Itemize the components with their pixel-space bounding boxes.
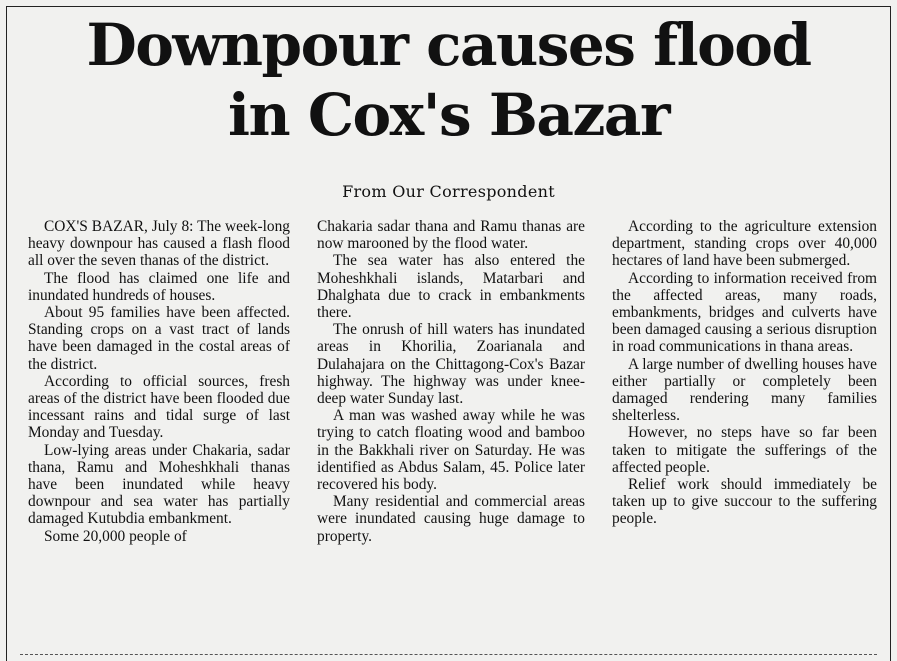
paragraph: Low-lying areas under Chakaria, sadar thana, Ramu and Moheshkhali thanas have been inundated while heavy downpour and sea water has partially damaged Kutubdia embankment.	[28, 441, 290, 528]
paragraph: Some 20,000 people of	[44, 527, 187, 545]
bottom-rule	[20, 654, 877, 657]
paragraph: According to information received from the affected areas, many roads, embankments, bridges and culverts have been damaged causing a serious disruption in road communications in thana areas.	[612, 269, 877, 356]
paragraph: However, no steps have so far been taken to mitigate the sufferings of the affected people.	[612, 424, 877, 476]
column-3	[612, 218, 877, 528]
paragraph: The onrush of hill waters has inundated areas in Khorilia, Zoarianala and Dulahajara on the Chittagong-Cox's Bazar highway. The highway was under knee-deep water Sunday last.	[317, 321, 585, 408]
headline	[0, 10, 897, 150]
paragraph: COX'S BAZAR, July 8: The week-long heavy downpour has caused a flash flood all over the seven thanas of the district.	[28, 218, 290, 270]
column-2	[317, 218, 585, 545]
headline-line-2: in Cox's Bazar	[227, 81, 670, 149]
paragraph: The flood has claimed one life and inundated hundreds of houses.	[28, 269, 290, 304]
column-1	[28, 218, 290, 545]
frame-top-rule	[6, 6, 891, 7]
paragraph: A large number of dwelling houses have either partially or completely been damaged rendering many families shelterless.	[612, 355, 877, 425]
headline-line-1: Downpour causes flood	[86, 11, 811, 79]
byline: From Our Correspondent	[342, 182, 555, 201]
paragraph: About 95 families have been affected. Standing crops on a vast tract of lands have been damaged in the costal areas of the district.	[28, 304, 290, 373]
paragraph: Many residential and commercial areas were inundated causing huge damage to property.	[317, 493, 585, 545]
paragraph: According to the agriculture extension department, standing crops over 40,000 hectares of land have been submerged.	[612, 218, 877, 270]
paragraph: Relief work should immediately be taken up to give succour to the suffering people.	[612, 476, 877, 528]
paragraph: According to official sources, fresh areas of the district have been flooded due incessant rains and tidal surge of last Monday and Tuesday.	[28, 372, 290, 442]
paragraph: The sea water has also entered the Moheshkhali islands, Matarbari and Dhalghata due to crack in embankments there.	[317, 252, 585, 322]
paragraph: Chakaria sadar thana and Ramu thanas are now marooned by the flood water.	[317, 218, 585, 253]
paragraph: A man was washed away while he was trying to catch floating wood and bamboo in the Bakkhali river on Saturday. He was identified as Abdus Salam, 45. Police later recovered his body.	[317, 407, 585, 494]
